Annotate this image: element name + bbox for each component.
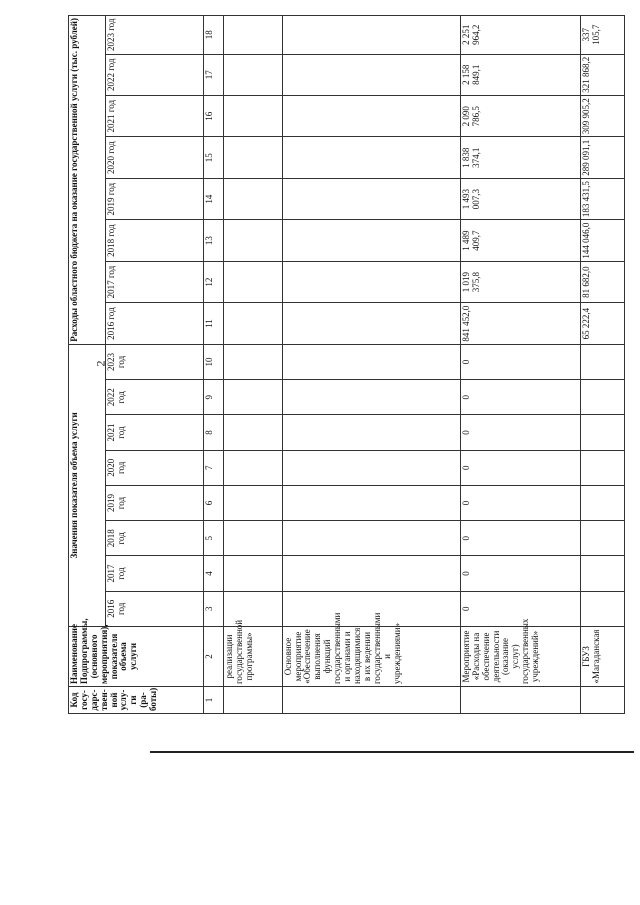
budget-cell: 1 838 374,1 — [460, 137, 580, 178]
vol-year: 2017 год — [105, 556, 203, 591]
bud-year: 2016 год — [105, 303, 203, 344]
bud-year: 2020 год — [105, 137, 203, 178]
row-name: Основное мероприятие «Обеспечение выполнения функций государственными и органами и находящимися в их ведении государственными и учреждениями» — [282, 626, 460, 686]
table-row — [581, 16, 625, 714]
budget-group-header: Расходы областного бюджета на оказание государственной услуги (тыс. рублей) — [69, 16, 106, 345]
row-name: ГБУЗ «Магаданская — [581, 626, 625, 686]
colnum: 11 — [203, 303, 223, 344]
colnum: 3 — [203, 591, 223, 626]
budget-cell: 321 868,2 — [581, 54, 625, 95]
colnum: 13 — [203, 220, 223, 261]
colnum: 14 — [203, 178, 223, 219]
vol-cell: 0 — [460, 591, 580, 626]
vol-year: 2019 год — [105, 485, 203, 520]
table-row — [460, 16, 580, 714]
vol-cell: 0 — [460, 556, 580, 591]
budget-cell: 81 682,0 — [581, 261, 625, 302]
bud-year: 2023 год — [105, 16, 203, 55]
budget-cell: 337 105,7 — [581, 16, 625, 55]
budget-cell: 309 905,2 — [581, 96, 625, 137]
bud-year: 2022 год — [105, 54, 203, 95]
colnum: 9 — [203, 380, 223, 415]
bud-year: 2018 год — [105, 220, 203, 261]
budget-cell: 2 090 786,5 — [460, 96, 580, 137]
vol-year: 2018 год — [105, 521, 203, 556]
volume-group-header: Значения показателя объема услуги — [69, 344, 106, 626]
colnum: 18 — [203, 16, 223, 55]
vol-year: 2016 год — [105, 591, 203, 626]
budget-cell: 1 493 007,3 — [460, 178, 580, 219]
colnum: 7 — [203, 450, 223, 485]
table-row — [224, 16, 283, 714]
vol-cell: 0 — [460, 415, 580, 450]
budget-cell: 841 452,0 — [460, 303, 580, 344]
vol-year: 2021 год — [105, 415, 203, 450]
vol-cell: 0 — [460, 521, 580, 556]
colnum: 6 — [203, 485, 223, 520]
page-rule — [150, 751, 634, 753]
page-number: 2 — [93, 360, 108, 367]
vol-year: 2020 год — [105, 450, 203, 485]
column-number-row — [203, 16, 223, 714]
vol-year: 2023 год — [105, 344, 203, 379]
budget-cell: 2 251 964,2 — [460, 16, 580, 55]
colnum: 17 — [203, 54, 223, 95]
budget-cell: 2 158 849,1 — [460, 54, 580, 95]
budget-cell: 1 489 409,7 — [460, 220, 580, 261]
services-table — [68, 15, 625, 714]
vol-cell: 0 — [460, 450, 580, 485]
bud-year: 2021 год — [105, 96, 203, 137]
row-name: реализации государственной программы» — [224, 626, 283, 686]
colnum: 8 — [203, 415, 223, 450]
colnum: 15 — [203, 137, 223, 178]
colnum: 2 — [203, 626, 223, 686]
colnum: 10 — [203, 344, 223, 379]
colnum: 12 — [203, 261, 223, 302]
budget-cell: 183 431,5 — [581, 178, 625, 219]
vol-year: 2022 год — [105, 380, 203, 415]
budget-cell: 65 222,4 — [581, 303, 625, 344]
colnum: 5 — [203, 521, 223, 556]
code-header: Код госу-дарс-твен-ной услу-ги (ра-боты) — [69, 687, 204, 714]
budget-cell: 1 019 375,8 — [460, 261, 580, 302]
table-row — [282, 16, 460, 714]
budget-cell: 289 091,1 — [581, 137, 625, 178]
colnum: 16 — [203, 96, 223, 137]
vol-cell: 0 — [460, 380, 580, 415]
bud-year: 2017 год — [105, 261, 203, 302]
budget-cell: 144 046,0 — [581, 220, 625, 261]
colnum: 4 — [203, 556, 223, 591]
row-name: Мероприятие «Расходы на обеспечение деятельности (оказание услуг) государственных учреждений» — [460, 626, 580, 686]
rotated-table-container — [68, 15, 625, 714]
vol-cell: 0 — [460, 485, 580, 520]
vol-cell: 0 — [460, 344, 580, 379]
bud-year: 2019 год — [105, 178, 203, 219]
name-header: Наименование Подпрограммы, (основного мероприятия), показателя объема услуги — [69, 626, 204, 686]
colnum: 1 — [203, 687, 223, 714]
